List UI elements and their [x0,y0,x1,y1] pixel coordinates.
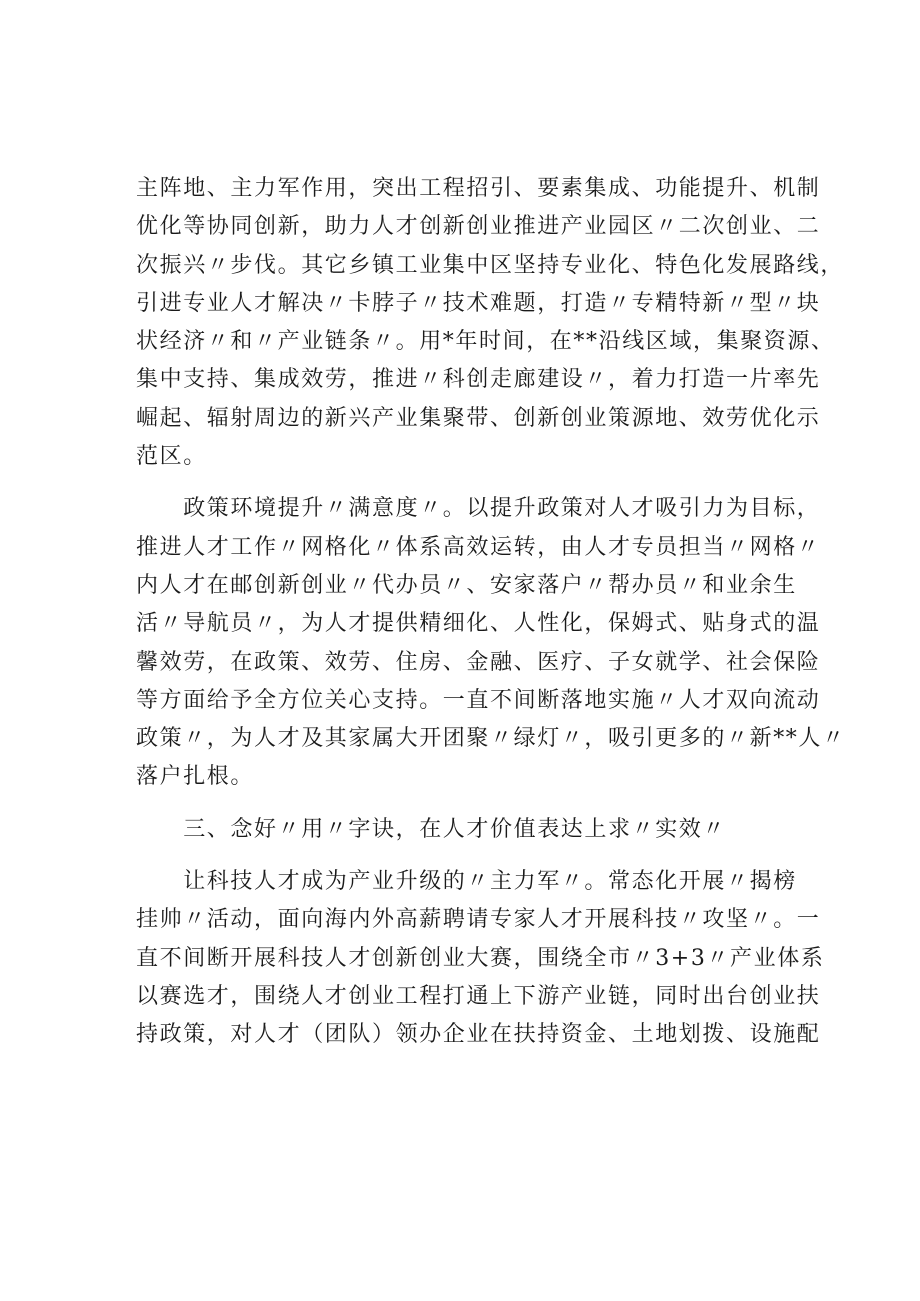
text-line: 次振兴〃步伐。其它乡镇工业集中区坚持专业化、特色化发展路线， [136,252,845,278]
text-line: 让科技人才成为产业升级的〃主力军〃。常态化开展〃揭榜 [136,869,797,895]
text-line: 馨效劳，在政策、效劳、住房、金融、医疗、子女就学、社会保险 [136,649,821,675]
paragraph-3 [136,863,825,1054]
document-body [136,170,846,1055]
paragraph-spacer [136,476,796,490]
text-line: 内人才在邮创新创业〃代办员〃、安家落户〃帮办员〃和业余生 [136,572,797,598]
text-line: 直不间断开展科技人才创新创业大赛，围绕全市〃3+3〃产业体系 [136,945,825,971]
text-line: 崛起、辐射周边的新兴产业集聚带、创新创业策源地、效劳优化示 [136,405,821,431]
paragraph-2 [136,490,846,796]
text-line: 以赛选才，围绕人才创业工程打通上下游产业链，同时出台创业扶 [136,983,821,1009]
paragraph-spacer [136,797,796,811]
text-line: 状经济〃和〃产业链条〃。用*年时间，在**沿线区域，集聚资源、 [136,329,835,355]
text-line: 活〃导航员〃，为人才提供精细化、人性化，保姆式、贴身式的温 [136,611,821,637]
text-line: 主阵地、主力军作用，突出工程招引、要素集成、功能提升、机制 [136,176,821,201]
text-line: 范区。 [136,444,207,470]
text-line: 推进人才工作〃网格化〃体系高效运转，由人才专员担当〃网格〃 [136,534,821,560]
text-line: 持政策，对人才（团队）领办企业在扶持资金、土地划拨、设施配 [136,1022,821,1048]
paragraph-1 [136,170,845,476]
section-heading: 三、念好〃用〃字诀，在人才价值表达上求〃实效〃 [136,816,727,842]
text-line: 挂帅〃活动，面向海内外高薪聘请专家人才开展科技〃攻坚〃。一 [136,907,821,933]
text-line: 政策环境提升〃满意度〃。以提升政策对人才吸引力为目标， [136,496,821,522]
section-heading-3 [136,811,796,849]
text-line: 引进专业人才解决〃卡脖子〃技术难题，打造〃专精特新〃型〃块 [136,290,821,316]
text-line: 政策〃，为人才及其家属大开团聚〃绿灯〃，吸引更多的〃新**人〃 [136,726,846,752]
text-line: 落户扎根。 [136,764,255,790]
text-line: 优化等协同创新，助力人才创新创业推进产业园区〃二次创业、二 [136,214,821,240]
paragraph-spacer [136,849,796,863]
text-line: 等方面给予全方位关心支持。一直不间断落地实施〃人才双向流动 [136,687,821,713]
text-line: 集中支持、集成效劳，推进〃科创走廊建设〃，着力打造一片率先 [136,367,821,393]
